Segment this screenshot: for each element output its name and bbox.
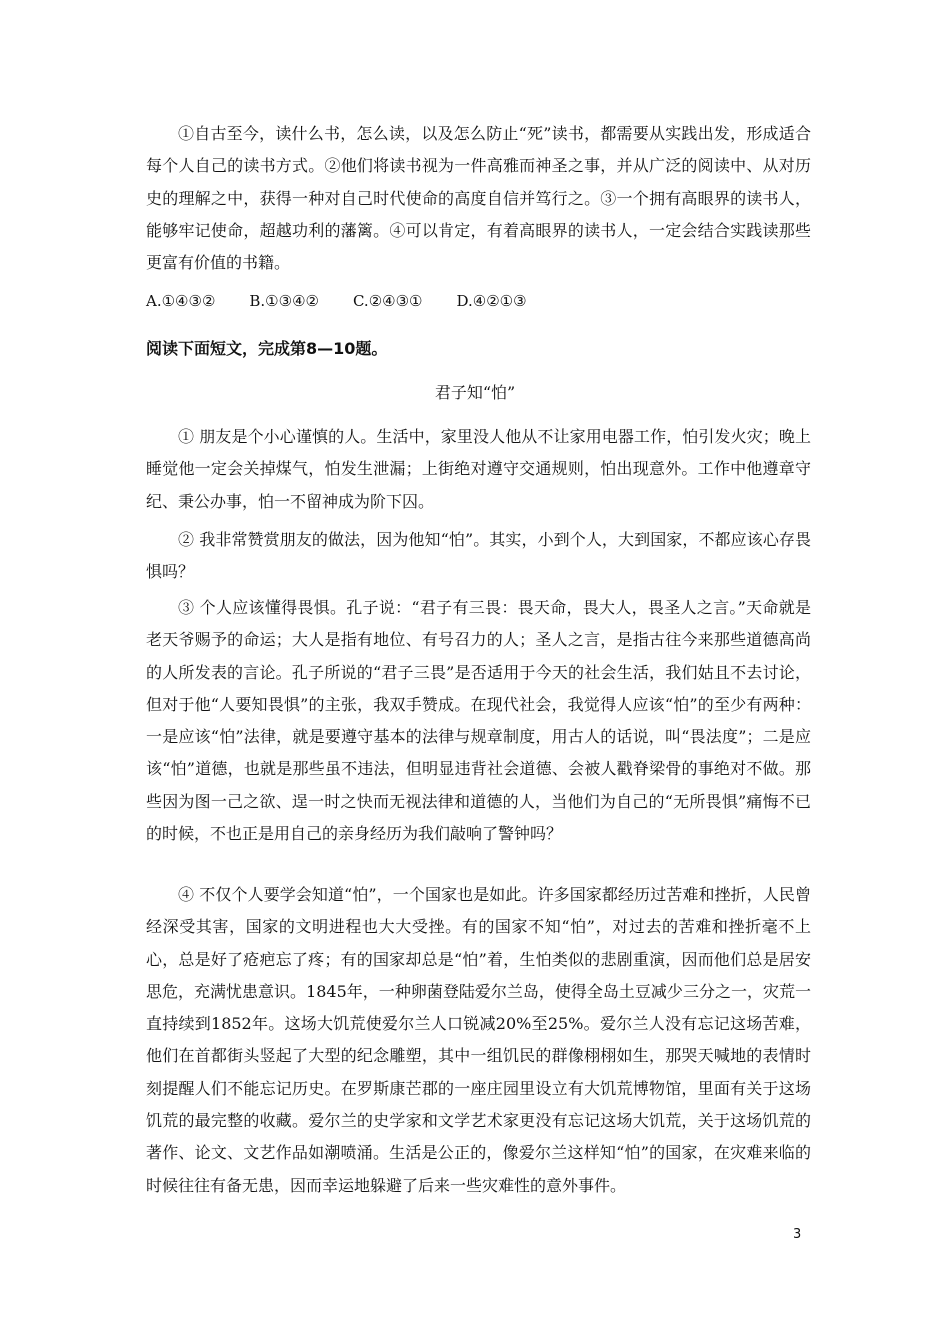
paragraph-4: ④ 不仅个人要学会知道“怕”，一个国家也是如此。许多国家都经历过苦难和挫折，人民曾经深受其害，国家的文明进程也大大受挫。有的国家不知“怕”，对过去的苦难和挫折毫不上心，总是好了疮疤忘了疼；有的国家却总是“怕”着，生怕类似的悲剧重演，因而他们总是居安思危，充满忧患意识。1845年，一种卵菌登陆爱尔兰岛，使得全岛土豆减少三分之一，灾荒一直持续到1852年。这场大饥荒使爱尔兰人口锐减20%至25%。爱尔兰人没有忘记这场苦难，他们在首都街头竖起了大型的纪念雕塑，其中一组饥民的群像栩栩如生，那哭天喊地的表情时刻提醒人们不能忘记历史。在罗斯康芒郡的一座庄园里设立有大饥荒博物馆，里面有关于这场饥荒的最完整的收藏。爱尔兰的史学家和文学艺术家更没有忘记这场大饥荒，关于这场饥荒的著作、论文、文艺作品如潮喷涌。生活是公正的，像爱尔兰这样知“怕”的国家，在灾难来临的时候往往有备无患，因而幸运地躲避了后来一些灾难性的意外事件。 <box>146 885 811 1195</box>
page-number: 3 <box>793 1227 802 1242</box>
option-d: D.④②①③ <box>456 292 527 310</box>
reading-instruction: 阅读下面短文，完成第8—10题。 <box>146 339 388 358</box>
passage-sentences: ①自古至今，读什么书，怎么读，以及怎么防止“死”读书，都需要从实践出发，形成适合每个人自己的读书方式。②他们将读书视为一件高雅而神圣之事，并从广泛的阅读中、从对历史的理解之中，获得一种对自己时代使命的高度自信并笃行之。③一个拥有高眼界的读书人，能够牢记使命，超越功利的藩篱。④可以肯定，有着高眼界的读书人，一定会结合实践读那些更富有价值的书籍。 <box>146 124 811 273</box>
paragraph-2: ② 我非常赞赏朋友的做法，因为他知“怕”。其实，小到个人，大到国家，不都应该心存畏惧吗？ <box>146 530 811 582</box>
paragraph-1: ① 朋友是个小心谨慎的人。生活中，家里没人他从不让家用电器工作，怕引发火灾；晚上睡觉他一定会关掉煤气，怕发生泄漏；上街绝对遵守交通规则，怕出现意外。工作中他遵章守纪、秉公办事，怕一不留神成为阶下囚。 <box>146 427 811 511</box>
article-title: 君子知“怕” <box>434 383 516 402</box>
paragraph-3: ③ 个人应该懂得畏惧。孔子说：“君子有三畏：畏天命，畏大人，畏圣人之言。”天命就是老天爷赐予的命运；大人是指有地位、有号召力的人；圣人之言，是指古往今来那些道德高尚的人所发表的言论。孔子所说的“君子三畏”是否适用于今天的社会生活，我们姑且不去讨论，但对于他“人要知畏惧”的主张，我双手赞成。在现代社会，我觉得人应该“怕”的至少有两种：一是应该“怕”法律，就是要遵守基本的法律与规章制度，用古人的话说，叫“畏法度”；二是应该“怕”道德，也就是那些虽不违法，但明显违背社会道德、会被人戳脊梁骨的事绝对不做。那些因为图一己之欲、逞一时之快而无视法律和道德的人，当他们为自己的“无所畏惧”痛悔不已的时候，不也正是用自己的亲身经历为我们敲响了警钟吗？ <box>146 598 811 844</box>
answer-options <box>146 288 561 314</box>
option-c: C.②④③① <box>352 292 423 310</box>
option-a: A.①④③② <box>146 292 216 310</box>
option-b: B.①③④② <box>249 292 319 310</box>
